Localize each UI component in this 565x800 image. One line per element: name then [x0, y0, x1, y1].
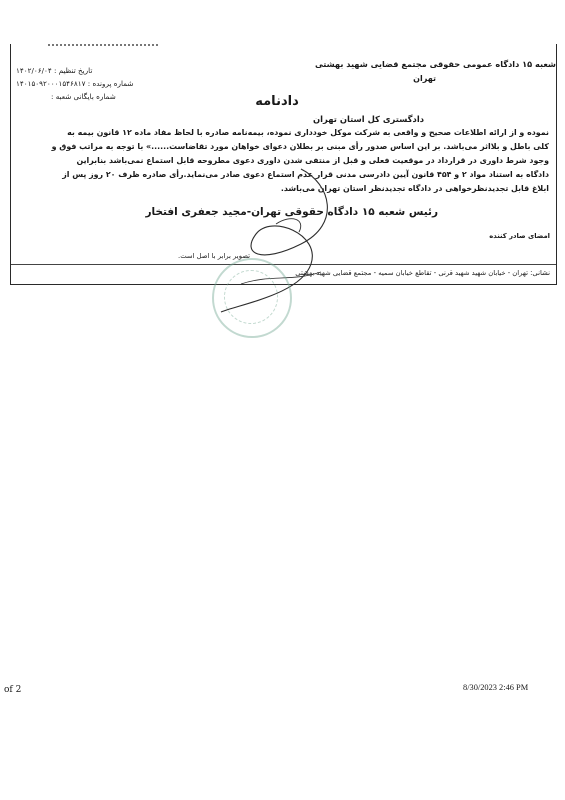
issuer-signature-label: امضای صادر کننده [489, 232, 550, 240]
official-seal-stamp [212, 258, 292, 338]
body-line: وجود شرط داوری در قرارداد در موقعیت فعلی و قبل از منتفی شدن داوری دعوی مطروحه قابل استماع نمی‌باشد بنابراین [76, 156, 549, 165]
body-line: نموده و از ارائه اطلاعات صحیح و واقعی به شرکت موکل خودداری نموده، بیمه‌نامه صادره با لحاظ مفاد ماده ۱۲ قانون بیمه به [67, 128, 549, 137]
case-number-field: شماره پرونده : ۱۴۰۱۵۰۹۲۰۰۰۱۵۴۶۸۱۷ [16, 79, 134, 88]
document-frame [10, 44, 557, 285]
judicial-authority: دادگستری کل استان تهران [313, 114, 424, 124]
print-timestamp: 8/30/2023 2:46 PM [463, 683, 529, 692]
body-line: ابلاغ قابل تجدیدنظرخواهی در دادگاه تجدیدنظر استان تهران می‌باشد. [280, 184, 549, 193]
document-title: دادنامه [255, 94, 299, 109]
date-field: تاریخ تنظیم : ۱۴۰۲/۰۶/۰۴ [16, 66, 93, 75]
body-line: دادگاه به استناد مواد ۲ و ۴۵۴ قانون آیین دادرسی مدنی قرار عدم استماع دعوی صادر می‌نماید.رأی صادره ظرف ۲۰ روز پس از [62, 170, 549, 179]
certified-copy-note: تصویر برابر با اصل است. [178, 252, 250, 260]
court-branch-name: شعبه ۱۵ دادگاه عمومی حقوقی مجتمع قضایی شهید بهشتی [314, 59, 556, 69]
judge-signature-line: رئیس شعبه ۱۵ دادگاه حقوقی تهران-مجید جعفری افتخار [145, 206, 438, 218]
archive-number-field: شماره بایگانی شعبه : [51, 92, 116, 101]
city-name: تهران [413, 74, 436, 83]
court-address: نشانی: تهران - خیابان شهید شهید قرنی - تقاطع خیابان سمیه - مجتمع قضایی شهید بهشتی [295, 269, 550, 277]
page-number: of 2 [4, 685, 22, 695]
body-line: کلی باطل و بلااثر می‌باشد. بر این اساس صدور رأی مبنی بر بطلان دعوای خواهان مورد تقاضاست......» با توجه به مراتب فوق و [51, 142, 549, 151]
